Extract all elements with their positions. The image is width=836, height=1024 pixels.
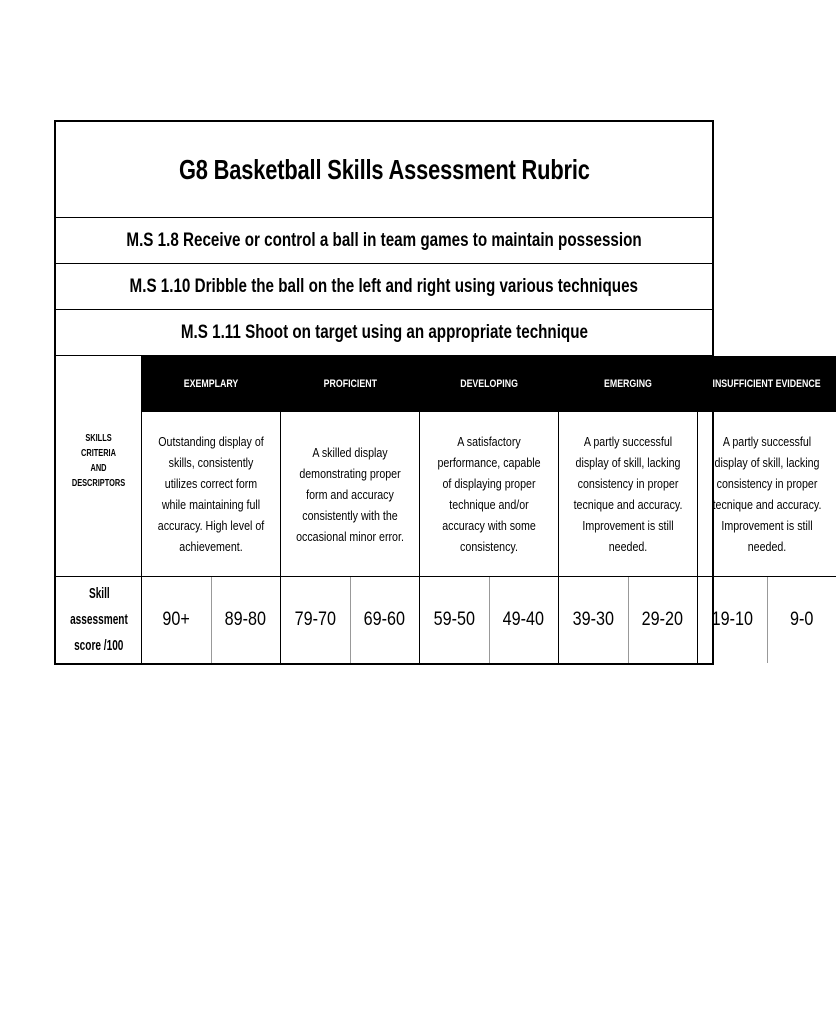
descriptor-cell xyxy=(698,411,836,576)
score-label-line: Skill xyxy=(88,585,109,602)
standard-text: M.S 1.10 Dribble the ball on the left and right using various techniques xyxy=(129,275,639,297)
score-label-line: assessment xyxy=(69,611,128,628)
descriptor-text: A satisfactory performance, capable of displaying proper technique and/or accuracy with some consistency. xyxy=(437,434,541,554)
level-header-exemplary xyxy=(142,356,281,411)
score-cell xyxy=(281,577,351,663)
level-name: EMERGING xyxy=(603,377,652,390)
score-cell xyxy=(142,577,212,663)
rubric-grid xyxy=(56,356,822,663)
level-name: PROFICIENT xyxy=(323,377,377,390)
score-cell xyxy=(629,577,699,663)
descriptor-cell xyxy=(420,411,559,576)
standard-row-1 xyxy=(56,218,712,264)
level-name: EXEMPLARY xyxy=(184,377,239,390)
standard-row-2 xyxy=(56,264,712,310)
level-name: INSUFFICIENT EVIDENCE xyxy=(712,377,821,390)
level-header-emerging xyxy=(558,356,697,411)
descriptor-text: A skilled display demonstrating proper form and accuracy consistently with the occasional minor error. xyxy=(296,444,404,544)
score-cell xyxy=(490,577,560,663)
descriptor-row xyxy=(142,411,836,577)
level-name: DEVELOPING xyxy=(460,377,518,390)
score-range: 19-10 xyxy=(711,609,753,630)
score-range: 9-0 xyxy=(790,609,814,630)
descriptor-cell xyxy=(142,411,281,576)
score-range: 39-30 xyxy=(572,609,614,630)
score-cell xyxy=(559,577,629,663)
criteria-label-line: SKILLS CRITERIA xyxy=(81,433,116,459)
score-range: 69-60 xyxy=(364,609,406,630)
score-cell xyxy=(212,577,282,663)
descriptor-cell xyxy=(559,411,698,576)
criteria-label-line: AND DESCRIPTORS xyxy=(71,463,126,489)
score-cell xyxy=(420,577,490,663)
score-row xyxy=(142,577,836,663)
score-range: 29-20 xyxy=(642,609,684,630)
rubric-title-row xyxy=(56,122,712,218)
level-header-proficient xyxy=(281,356,420,411)
rubric-table xyxy=(54,120,822,665)
score-label-cell xyxy=(56,577,141,663)
descriptor-text: Outstanding display of skills, consistently utilizes correct form while maintaining full accuracy. High level of achievement. xyxy=(157,434,265,554)
standard-row-3 xyxy=(56,310,712,356)
level-header-row xyxy=(142,356,836,411)
criteria-label-cell xyxy=(56,356,141,577)
score-range: 49-40 xyxy=(503,609,545,630)
score-range: 79-70 xyxy=(294,609,336,630)
level-header-developing xyxy=(420,356,559,411)
descriptor-cell xyxy=(281,411,420,576)
criteria-label xyxy=(62,431,135,491)
descriptor-text: A partly successful display of skill, lacking consistency in proper tecnique and accuracy. Improvement is still needed. xyxy=(573,434,683,554)
score-cell xyxy=(698,577,768,663)
standard-text: M.S 1.8 Receive or control a ball in team games to maintain possession xyxy=(126,229,642,251)
levels-area xyxy=(142,356,836,663)
rubric-title: G8 Basketball Skills Assessment Rubric xyxy=(178,153,590,185)
score-cell xyxy=(768,577,836,663)
score-range: 89-80 xyxy=(225,609,267,630)
score-range: 59-50 xyxy=(433,609,475,630)
level-header-insufficient-evidence xyxy=(697,356,836,411)
row-labels-column xyxy=(56,356,142,663)
standard-text: M.S 1.11 Shoot on target using an appropriate technique xyxy=(180,321,588,343)
descriptor-text: A partly successful display of skill, lacking consistency in proper tecnique and accuracy. Improvement is still needed. xyxy=(712,434,822,554)
score-range: 90+ xyxy=(162,609,190,630)
score-label-line: score /100 xyxy=(73,637,124,654)
score-label xyxy=(63,581,133,659)
score-cell xyxy=(351,577,421,663)
